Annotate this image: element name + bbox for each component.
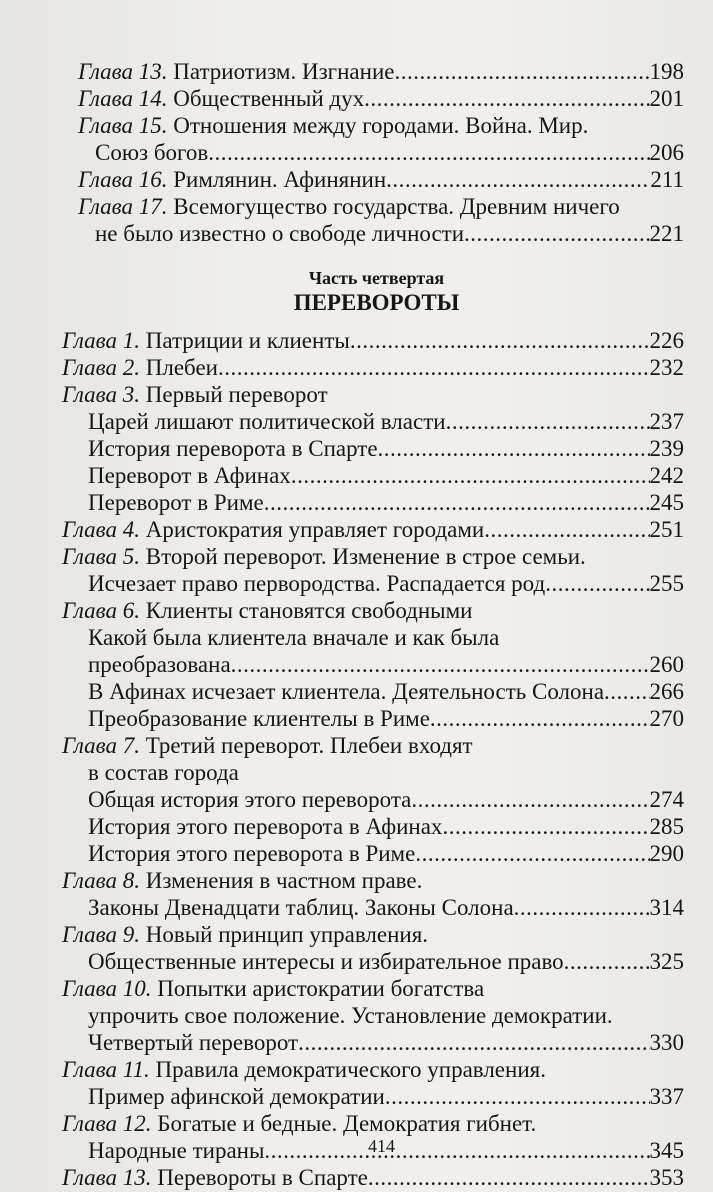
toc-entry-line: [0, 435, 684, 462]
toc-entry: [0, 705, 713, 732]
chapter-label: Глава 13.: [62, 1165, 152, 1190]
chapter-title: Патриотизм. Изгнание: [173, 59, 395, 84]
toc-entry-line: [0, 1029, 684, 1056]
toc-entry-line: [0, 516, 684, 543]
toc-entry-line: [0, 354, 684, 381]
dot-leader: [378, 435, 650, 462]
toc-entry: [0, 327, 713, 354]
toc-entry-line: [0, 462, 684, 489]
part-three-entries: [0, 58, 713, 247]
toc-entry: [0, 840, 713, 867]
dot-leader: [411, 786, 649, 813]
toc-entry-line: [0, 58, 684, 85]
toc-entry: [0, 894, 713, 921]
chapter-title: Отношения между городами. Война. Мир.: [173, 113, 589, 138]
toc-entry-line: [0, 408, 684, 435]
toc-entry-line: [0, 759, 684, 786]
toc-entry-line: [0, 1164, 684, 1191]
chapter-label: Глава 5.: [62, 544, 140, 569]
page-ref: 237: [649, 409, 684, 434]
dot-leader: [484, 516, 649, 543]
toc-entry-line: [0, 732, 684, 759]
dot-leader: [386, 166, 650, 193]
toc-entry-line: [0, 1056, 684, 1083]
toc-entry-line: [0, 894, 684, 921]
page-ref: 337: [649, 1084, 684, 1109]
dot-leader: [298, 1029, 649, 1056]
dot-leader: [442, 813, 649, 840]
toc-entry: [0, 489, 713, 516]
toc-entry-line: [0, 1002, 684, 1029]
chapter-title: Второй переворот. Изменение в строе семьи.: [145, 544, 586, 569]
chapter-label: Глава 13.: [78, 59, 168, 84]
toc-entry-line: [0, 193, 684, 220]
chapter-label: Глава 17.: [78, 194, 168, 219]
toc-entry: [0, 1164, 713, 1191]
toc-entry-line: [0, 975, 684, 1002]
chapter-title: Всемогущество государства. Древним ничего: [173, 194, 620, 219]
chapter-title: Переворот в Афинах: [88, 463, 291, 488]
chapter-title: Плебеи: [145, 355, 218, 380]
toc-entry: [0, 112, 713, 166]
toc-entry-line: [0, 705, 684, 732]
page-ref: 285: [649, 814, 684, 839]
chapter-label: Глава 4.: [62, 517, 140, 542]
chapter-label: Глава 15.: [78, 113, 168, 138]
toc-entry-line: [0, 624, 684, 651]
dot-leader: [208, 139, 649, 166]
page-ref: 274: [649, 787, 684, 812]
chapter-title: История этого переворота в Афинах: [88, 814, 443, 839]
chapter-title: Римлянин. Афинянин: [173, 167, 387, 192]
chapter-title: Богатые и бедные. Демократия гибнет.: [157, 1111, 537, 1136]
dot-leader: [264, 489, 650, 516]
chapter-title: Преобразование клиентелы в Риме: [88, 706, 430, 731]
chapter-title: Правила демократического управления.: [155, 1057, 546, 1082]
dot-leader: [394, 58, 649, 85]
dot-leader: [218, 354, 650, 381]
chapter-title: Переворот в Риме: [88, 490, 264, 515]
page-ref: 232: [649, 355, 684, 380]
dot-leader: [464, 220, 649, 247]
chapter-title: Третий переворот. Плебеи входят: [145, 733, 473, 758]
toc-entry-line: [0, 597, 684, 624]
chapter-title: Какой была клиентела вначале и как была: [88, 625, 500, 650]
toc-entry: [0, 462, 713, 489]
toc-entry: [0, 193, 713, 247]
toc-entry-line: [0, 543, 684, 570]
chapter-title: Общая история этого переворота: [88, 787, 412, 812]
chapter-title: в состав города: [88, 760, 239, 785]
chapter-title: История этого переворота в Риме: [88, 841, 416, 866]
dot-leader: [350, 327, 650, 354]
toc-entry-line: [0, 381, 684, 408]
toc-entry: [0, 624, 713, 678]
dot-leader: [430, 705, 650, 732]
toc-entry-line: [0, 867, 684, 894]
chapter-title: Царей лишают политической власти: [88, 409, 446, 434]
chapter-title: упрочить свое положение. Установление демократии.: [88, 1003, 613, 1028]
dot-leader: [415, 840, 649, 867]
dot-leader: [446, 408, 650, 435]
dot-leader: [368, 1164, 650, 1191]
toc-entry: [0, 58, 713, 85]
toc-entry: [0, 354, 713, 381]
page-ref: 242: [649, 463, 684, 488]
toc-entry-line: [0, 327, 684, 354]
chapter-title: Попытки аристократии богатства: [157, 976, 485, 1001]
page-ref: 314: [649, 895, 684, 920]
chapter-title: Новый принцип управления.: [145, 922, 429, 947]
chapter-title: не было известно о свободе личности: [95, 221, 465, 246]
dot-leader: [231, 651, 650, 678]
toc-entry-line: [0, 651, 684, 678]
toc-entry: [0, 678, 713, 705]
chapter-label: Глава 9.: [62, 922, 140, 947]
part-title: ПЕРЕВОРОТЫ: [293, 290, 460, 315]
page-ref: 198: [649, 59, 684, 84]
toc-entry-line: [0, 948, 684, 975]
toc-entry-line: [0, 1110, 684, 1137]
chapter-title: Клиенты становятся свободными: [145, 598, 473, 623]
page-ref: 251: [649, 517, 684, 542]
toc-entry-line: [0, 166, 684, 193]
page-ref: 226: [649, 328, 684, 353]
page-ref: 353: [649, 1165, 684, 1190]
dot-leader: [564, 948, 650, 975]
page-ref: 266: [649, 679, 684, 704]
dot-leader: [545, 570, 649, 597]
chapter-title: Исчезает право первородства. Распадается род: [88, 571, 546, 596]
toc-entry: [0, 1083, 713, 1110]
toc-entry: [0, 948, 713, 975]
chapter-title: Патриции и клиенты: [145, 328, 350, 353]
page-ref: 325: [649, 949, 684, 974]
toc-entry-line: [0, 840, 684, 867]
toc-entry-line: [0, 489, 684, 516]
toc-entry-line: [0, 570, 684, 597]
toc-entry: [0, 516, 713, 543]
page-ref: 239: [649, 436, 684, 461]
chapter-title: Аристократия управляет городами: [145, 517, 485, 542]
chapter-title: Пример афинской демократии: [88, 1084, 385, 1109]
page-ref: 290: [649, 841, 684, 866]
chapter-title: Общественные интересы и избирательное право: [88, 949, 564, 974]
toc-entry: [0, 1110, 713, 1137]
dot-leader: [364, 85, 649, 112]
toc-entry: [0, 408, 713, 435]
part-label: Часть четвертая: [308, 268, 445, 288]
chapter-label: Глава 1.: [62, 328, 140, 353]
dot-leader: [291, 462, 650, 489]
chapter-title: Общественный дух: [173, 86, 365, 111]
part-four-entries: [0, 327, 713, 1191]
chapter-label: Глава 6.: [62, 598, 140, 623]
toc-entry: [0, 85, 713, 112]
chapter-label: Глава 12.: [62, 1111, 152, 1136]
toc-entry: [0, 732, 713, 786]
chapter-label: Глава 3.: [62, 382, 140, 407]
chapter-title: Народные тираны: [88, 1138, 265, 1163]
toc-entry: [0, 597, 713, 624]
chapter-label: Глава 8.: [62, 868, 140, 893]
page-number: 414: [368, 1136, 395, 1156]
dot-leader: [514, 894, 650, 921]
page-ref: 201: [649, 86, 684, 111]
page-ref: 221: [649, 221, 684, 246]
chapter-title: преобразована: [88, 652, 231, 677]
toc-entry-line: [0, 220, 684, 247]
toc-entry: [0, 381, 713, 408]
chapter-label: Глава 14.: [78, 86, 168, 111]
toc-entry: [0, 435, 713, 462]
chapter-label: Глава 16.: [78, 167, 168, 192]
chapter-title: Законы Двенадцати таблиц. Законы Солона: [88, 895, 514, 920]
chapter-label: Глава 7.: [62, 733, 140, 758]
chapter-label: Глава 10.: [62, 976, 152, 1001]
toc-entry: [0, 543, 713, 597]
toc-entry: [0, 921, 713, 948]
chapter-title: Изменения в частном праве.: [145, 868, 423, 893]
chapter-title: История переворота в Спарте: [88, 436, 378, 461]
toc-entry-line: [0, 786, 684, 813]
chapter-label: Глава 2.: [62, 355, 140, 380]
page-ref: 330: [649, 1030, 684, 1055]
chapter-title: Союз богов: [95, 140, 209, 165]
toc-entry-line: [0, 921, 684, 948]
toc-entry: [0, 166, 713, 193]
page-ref: 260: [649, 652, 684, 677]
chapter-title: Перевороты в Спарте: [157, 1165, 368, 1190]
chapter-title: Первый переворот: [145, 382, 328, 407]
toc-entry-line: [0, 813, 684, 840]
toc-entry-line: [0, 139, 684, 166]
toc-entry: [0, 1056, 713, 1083]
table-of-contents: [0, 58, 713, 1191]
page-ref: 206: [649, 140, 684, 165]
toc-entry: [0, 975, 713, 1056]
page-ref: 345: [649, 1138, 684, 1163]
toc-entry-line: [0, 85, 684, 112]
toc-entry: [0, 867, 713, 894]
toc-entry: [0, 786, 713, 813]
page-ref: 255: [649, 571, 684, 596]
toc-entry-line: [0, 678, 684, 705]
page-ref: 270: [649, 706, 684, 731]
dot-leader: [604, 678, 649, 705]
chapter-title: Четвертый переворот: [88, 1030, 299, 1055]
toc-entry-line: [0, 1083, 684, 1110]
page-ref: 245: [649, 490, 684, 515]
toc-entry: [0, 813, 713, 840]
chapter-title: В Афинах исчезает клиентела. Деятельность Солона: [88, 679, 605, 704]
dot-leader: [385, 1083, 650, 1110]
chapter-label: Глава 11.: [62, 1057, 150, 1082]
page-ref: 211: [650, 167, 684, 192]
toc-entry-line: [0, 112, 684, 139]
